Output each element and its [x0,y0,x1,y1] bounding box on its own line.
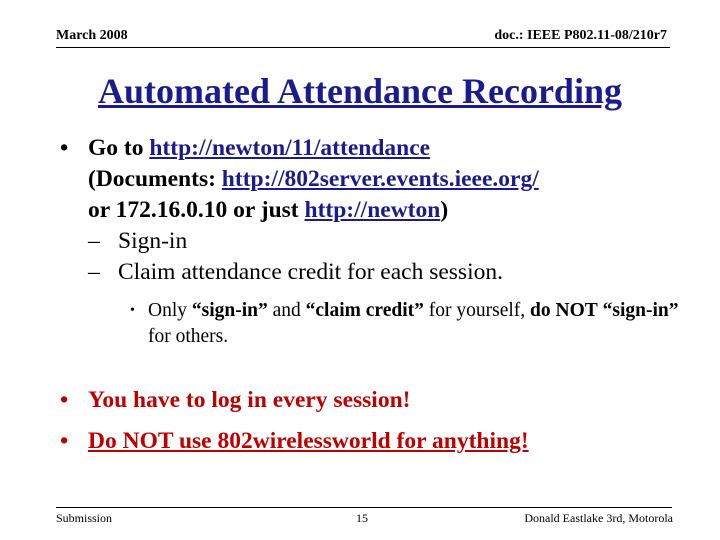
bullet1-close-paren: ) [440,197,449,223]
bullet-dot-icon: • [60,387,69,413]
dash-icon: – [88,228,100,254]
bullet-dot-icon: • [60,135,69,161]
bullet-dot-icon: • [130,303,135,318]
bullet-dot-icon: • [60,428,69,454]
sub-item-sign-in [60,226,700,257]
subsub-signin: “sign-in” [602,300,679,321]
header-divider [56,47,670,48]
subsub-signin: “sign-in” [191,300,268,321]
newton-link[interactable]: http://newton [304,197,441,223]
subsub-claim-credit: “claim credit” [305,300,424,321]
footer-submission: Submission [56,511,113,525]
subsub-text: Only [148,300,192,321]
sub-item-label: Claim attendance credit for each session. [118,259,503,285]
subsub-text: for yourself, [423,300,531,321]
red-bullet-text: You have to log in every session! [88,387,411,413]
red-bullet-text: Do NOT use 802wirelessworld for anything! [88,428,529,454]
dash-icon: – [88,259,100,285]
bullet1-ip-text: or 172.16.0.10 or just [88,197,305,223]
sub-item-claim [60,257,700,288]
bullet-go-to [60,133,700,226]
footer-page-number: 15 [356,511,368,525]
bullet1-documents-prefix: (Documents: [88,166,222,192]
slide-body [60,133,700,350]
footer-divider [56,507,672,508]
header-date: March 2008 [56,28,128,43]
subsub-text: for others. [148,326,229,347]
header-doc-id: doc.: IEEE P802.11-08/210r7 [494,28,667,43]
sub-sub-item [60,298,700,350]
slide-title: Automated Attendance Recording [98,71,622,111]
bullet1-prefix: Go to [88,135,150,161]
attendance-link[interactable]: http://newton/11/attendance [149,135,431,161]
sub-item-label: Sign-in [118,228,188,254]
server-link[interactable]: http://802server.events.ieee.org/ [221,166,539,192]
footer-author: Donald Eastlake 3rd, Motorola [524,511,673,525]
subsub-text: and [267,300,306,321]
red-bullet-log-in [60,385,410,416]
red-bullet-do-not-use [60,426,529,457]
subsub-do-not: do NOT [530,300,598,321]
